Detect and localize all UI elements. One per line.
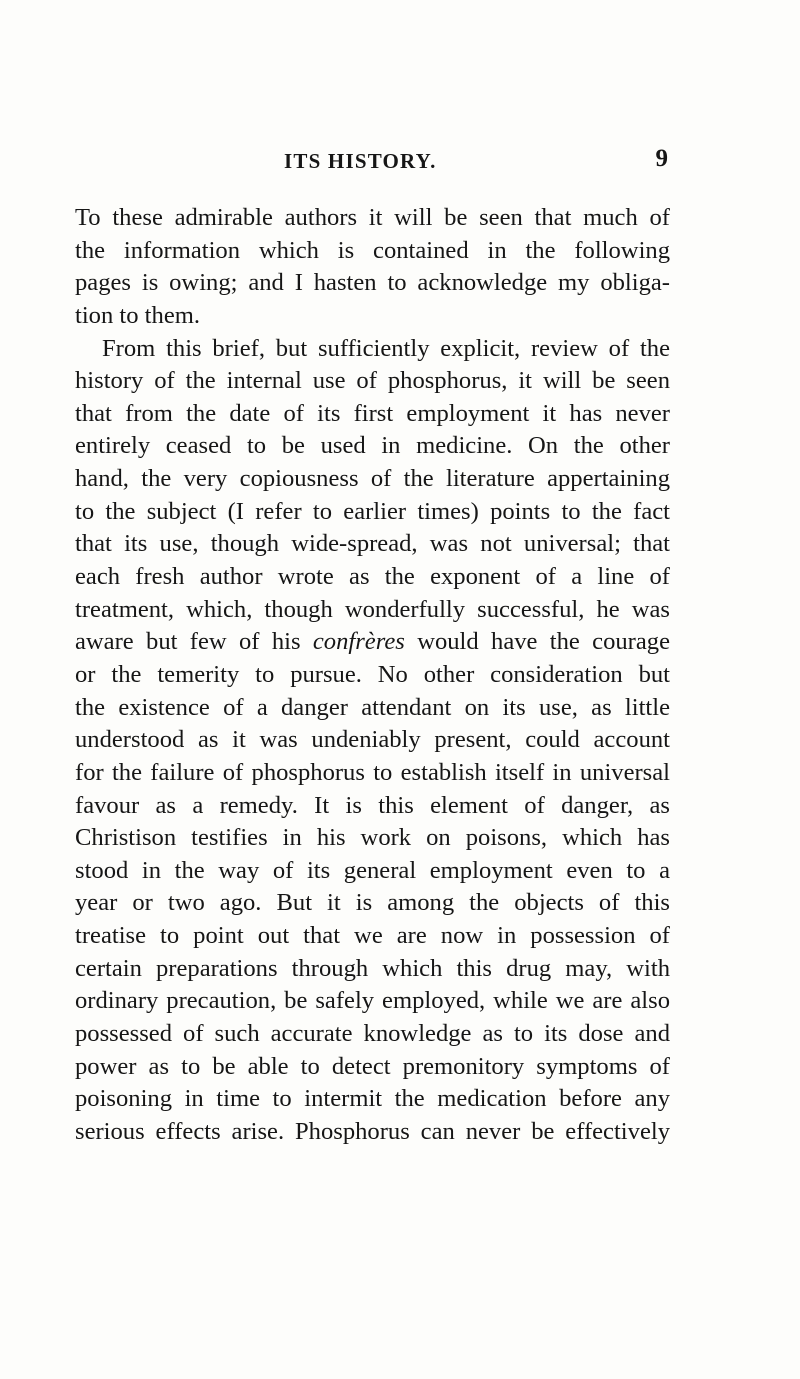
text-line: From this brief, but sufficiently explicit, review of the <box>102 334 670 362</box>
text-line: that its use, though wide-spread, was not universal; that <box>75 530 670 558</box>
text-line: Christison testifies in his work on poisons, which has <box>75 824 670 852</box>
text-line: that from the date of its first employment it has never <box>75 399 670 427</box>
text-line <box>75 626 670 659</box>
text-line: serious effects arise. Phosphorus can never be effectively <box>75 1117 670 1145</box>
text-run: aware but few of his <box>75 628 313 656</box>
text-line: treatment, which, though wonderfully successful, he was <box>75 595 670 623</box>
text-line: hand, the very copiousness of the literature appertaining <box>75 465 670 493</box>
text-line: year or two ago. But it is among the objects of this <box>75 889 670 917</box>
text-line: stood in the way of its general employment even to a <box>75 856 670 884</box>
page-number: 9 <box>655 145 668 172</box>
text-line: ordinary precaution, be safely employed, while we are also <box>75 987 670 1015</box>
text-line: certain preparations through which this drug may, with <box>75 954 670 982</box>
running-head <box>75 143 670 181</box>
text-run: would have the courage <box>404 628 670 656</box>
text-line: tion to them. <box>75 301 201 329</box>
text-line: to the subject (I refer to earlier times) points to the fact <box>75 497 670 525</box>
text-line: pages is owing; and I hasten to acknowledge my obliga- <box>75 269 670 297</box>
text-line: each fresh author wrote as the exponent of a line of <box>75 563 670 591</box>
text-line: favour as a remedy. It is this element of danger, as <box>75 791 670 819</box>
body-text <box>75 202 670 1149</box>
text-line: the information which is contained in the following <box>75 236 670 264</box>
text-line: understood as it was undeniably present, could account <box>75 726 670 754</box>
text-line: entirely ceased to be used in medicine. On the other <box>75 432 670 460</box>
text-line: possessed of such accurate knowledge as to its dose and <box>75 1020 670 1048</box>
text-line: for the failure of phosphorus to establish itself in universal <box>75 758 670 786</box>
text-line: To these admirable authors it will be seen that much of <box>75 204 670 231</box>
text-line: treatise to point out that we are now in possession of <box>75 922 670 950</box>
text-line: the existence of a danger attendant on its use, as little <box>75 693 670 721</box>
paragraph <box>75 202 670 333</box>
paragraph <box>75 333 670 1149</box>
text-line: or the temerity to pursue. No other consideration but <box>75 660 670 688</box>
running-title: ITS HISTORY. <box>284 149 437 173</box>
text-line: poisoning in time to intermit the medication before any <box>75 1085 670 1113</box>
italic-word: confrères <box>312 628 405 656</box>
text-line: power as to be able to detect premonitory symptoms of <box>75 1052 670 1080</box>
text-line: history of the internal use of phosphorus, it will be seen <box>75 367 670 395</box>
